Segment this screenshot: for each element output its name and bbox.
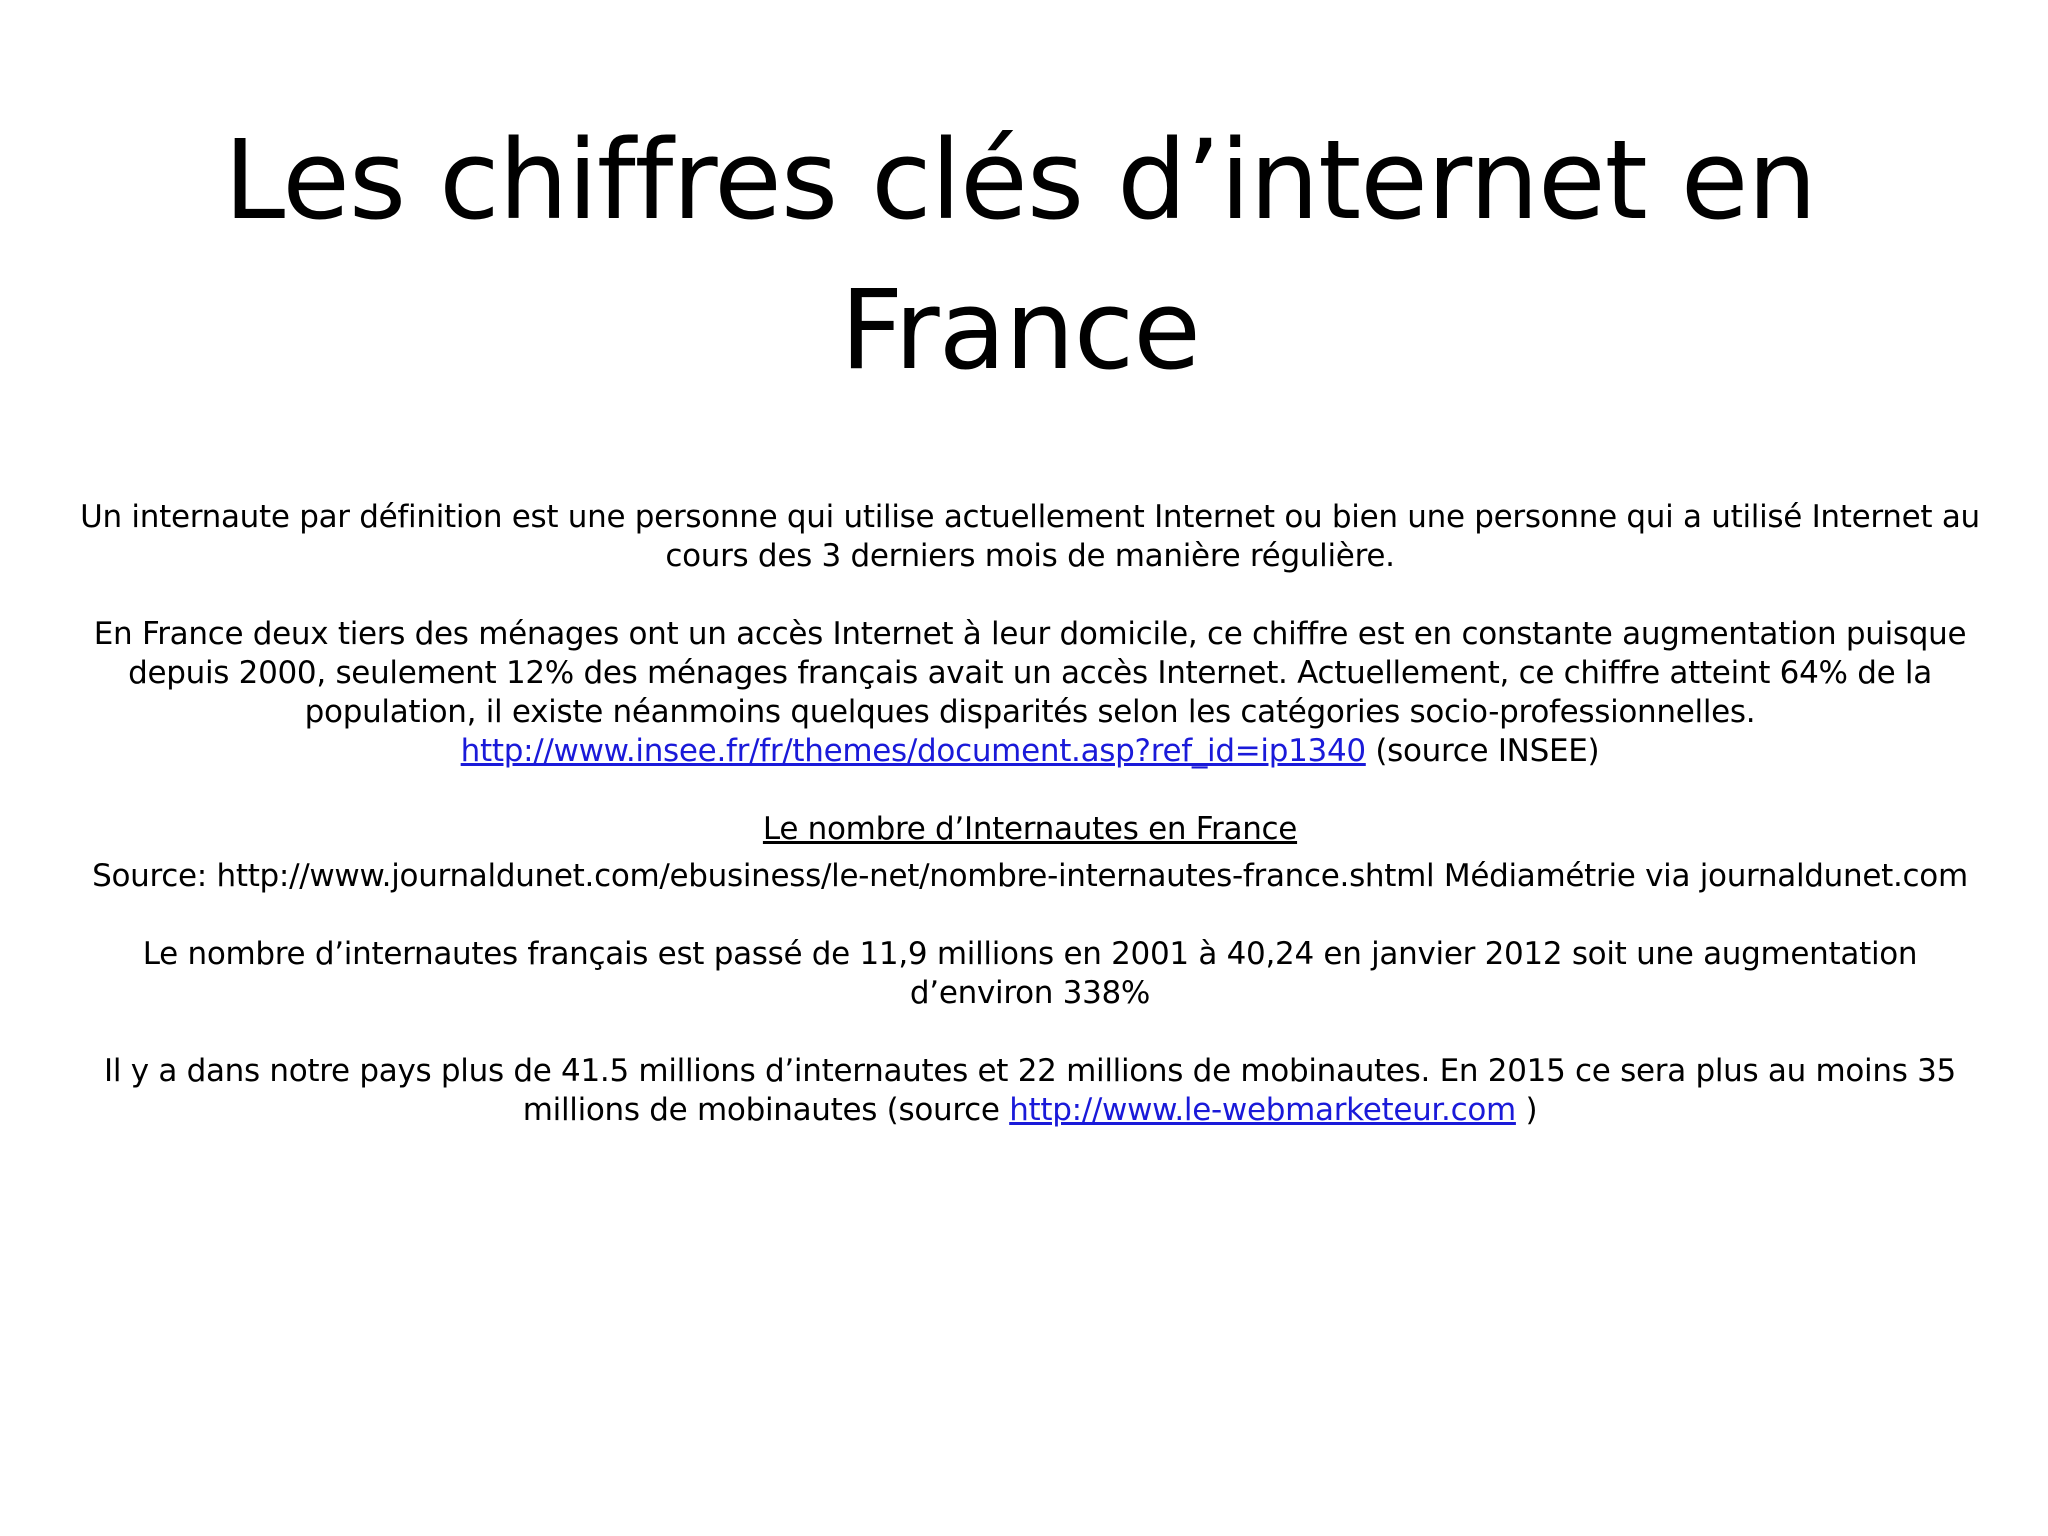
slide-body xyxy=(80,498,1980,1130)
subheading: Le nombre d’Internautes en France xyxy=(762,811,1298,847)
definition-paragraph: Un internaute par définition est une personne qui utilise actuellement Internet ou bien une personne qui a utilisé Internet au cours des 3 derniers mois de manière régulière. xyxy=(80,499,1980,574)
households-text: En France deux tiers des ménages ont un accès Internet à leur domicile, ce chiffre est en constante augmentation puisque depuis 2000, seulement 12% des ménages français avait un accès Internet. Actuellement, ce chiffre atteint 64% de la population, il existe néanmoins quelques disparités selon les catégories socio-professionnelles. xyxy=(93,616,1967,730)
mobile-text: Il y a dans notre pays plus de 41.5 millions d’internautes et 22 millions de mobinautes. En 2015 ce sera plus au moins 35 millions de mobinautes (source xyxy=(104,1053,1956,1128)
growth-paragraph: Le nombre d’internautes français est passé de 11,9 millions en 2001 à 40,24 en janvier 2012 soit une augmentation d’environ 338% xyxy=(142,936,1918,1011)
slide-title: Les chiffres clés d’internet en France xyxy=(223,116,1817,394)
insee-link[interactable]: http://www.insee.fr/fr/themes/document.asp?ref_id=ip1340 xyxy=(460,733,1366,769)
mobile-paragraph xyxy=(80,1052,1980,1130)
insee-source-label: (source INSEE) xyxy=(1365,733,1600,769)
households-paragraph xyxy=(80,615,1980,771)
webmarketeur-link[interactable]: http://www.le-webmarketeur.com xyxy=(1009,1092,1516,1128)
source-line: Source: http://www.journaldunet.com/ebusiness/le-net/nombre-internautes-france.shtml Médiamétrie via journaldunet.com xyxy=(92,858,1968,894)
mobile-suffix: ) xyxy=(1515,1092,1538,1128)
